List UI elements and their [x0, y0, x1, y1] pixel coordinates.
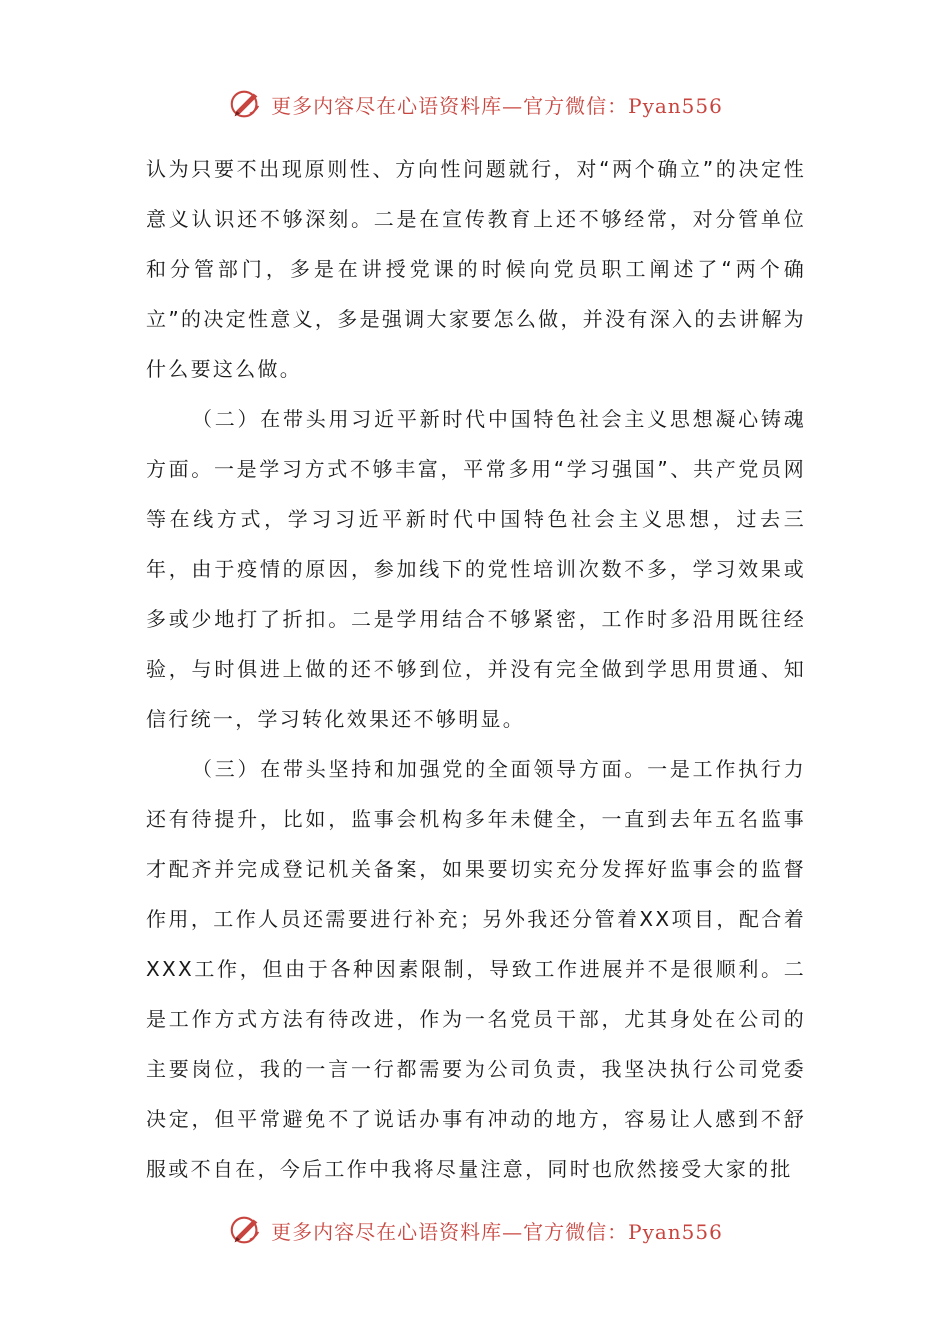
pen-logo-icon [227, 85, 265, 123]
footer-watermark [0, 1210, 950, 1250]
pen-logo-icon [227, 1211, 265, 1249]
watermark-text: 更多内容尽在心语资料库—官方微信：Pyan556 [271, 93, 723, 118]
paragraph: （三）在带头坚持和加强党的全面领导方面。一是工作执行力还有待提升，比如，监事会机构多年未健全，一直到去年五名监事才配齐并完成登记机关备案，如果要切实充分发挥好监事会的监督作用，工作人员还需要进行补充；另外我还分管着XX项目，配合着XXX工作，但由于各种因素限制，导致工作进展并不是很顺利。二是工作方式方法有待改进，作为一名党员干部，尤其身处在公司的主要岗位，我的一言一行都需要为公司负责，我坚决执行公司党委决定，但平常避免不了说话办事有冲动的地方，容易让人感到不舒服或不自在，今后工作中我将尽量注意，同时也欣然接受大家的批 [146, 757, 806, 1181]
paragraph: 认为只要不出现原则性、方向性问题就行，对“两个确立”的决定性意义认识还不够深刻。二是在宣传教育上还不够经常，对分管单位和分管部门，多是在讲授党课的时候向党员职工阐述了“两个确立”的决定性意义，多是强调大家要怎么做，并没有深入的去讲解为什么要这么做。 [146, 157, 806, 381]
document-body [146, 144, 806, 1194]
paragraph: （二）在带头用习近平新时代中国特色社会主义思想凝心铸魂方面。一是学习方式不够丰富，平常多用“学习强国”、共产党员网等在线方式，学习习近平新时代中国特色社会主义思想，过去三年，由于疫情的原因，参加线下的党性培训次数不多，学习效果或多或少地打了折扣。二是学用结合不够紧密，工作时多沿用既往经验，与时俱进上做的还不够到位，并没有完全做到学思用贯通、知信行统一，学习转化效果还不够明显。 [146, 407, 806, 731]
watermark-text: 更多内容尽在心语资料库—官方微信：Pyan556 [271, 1219, 723, 1244]
header-watermark [0, 84, 950, 124]
